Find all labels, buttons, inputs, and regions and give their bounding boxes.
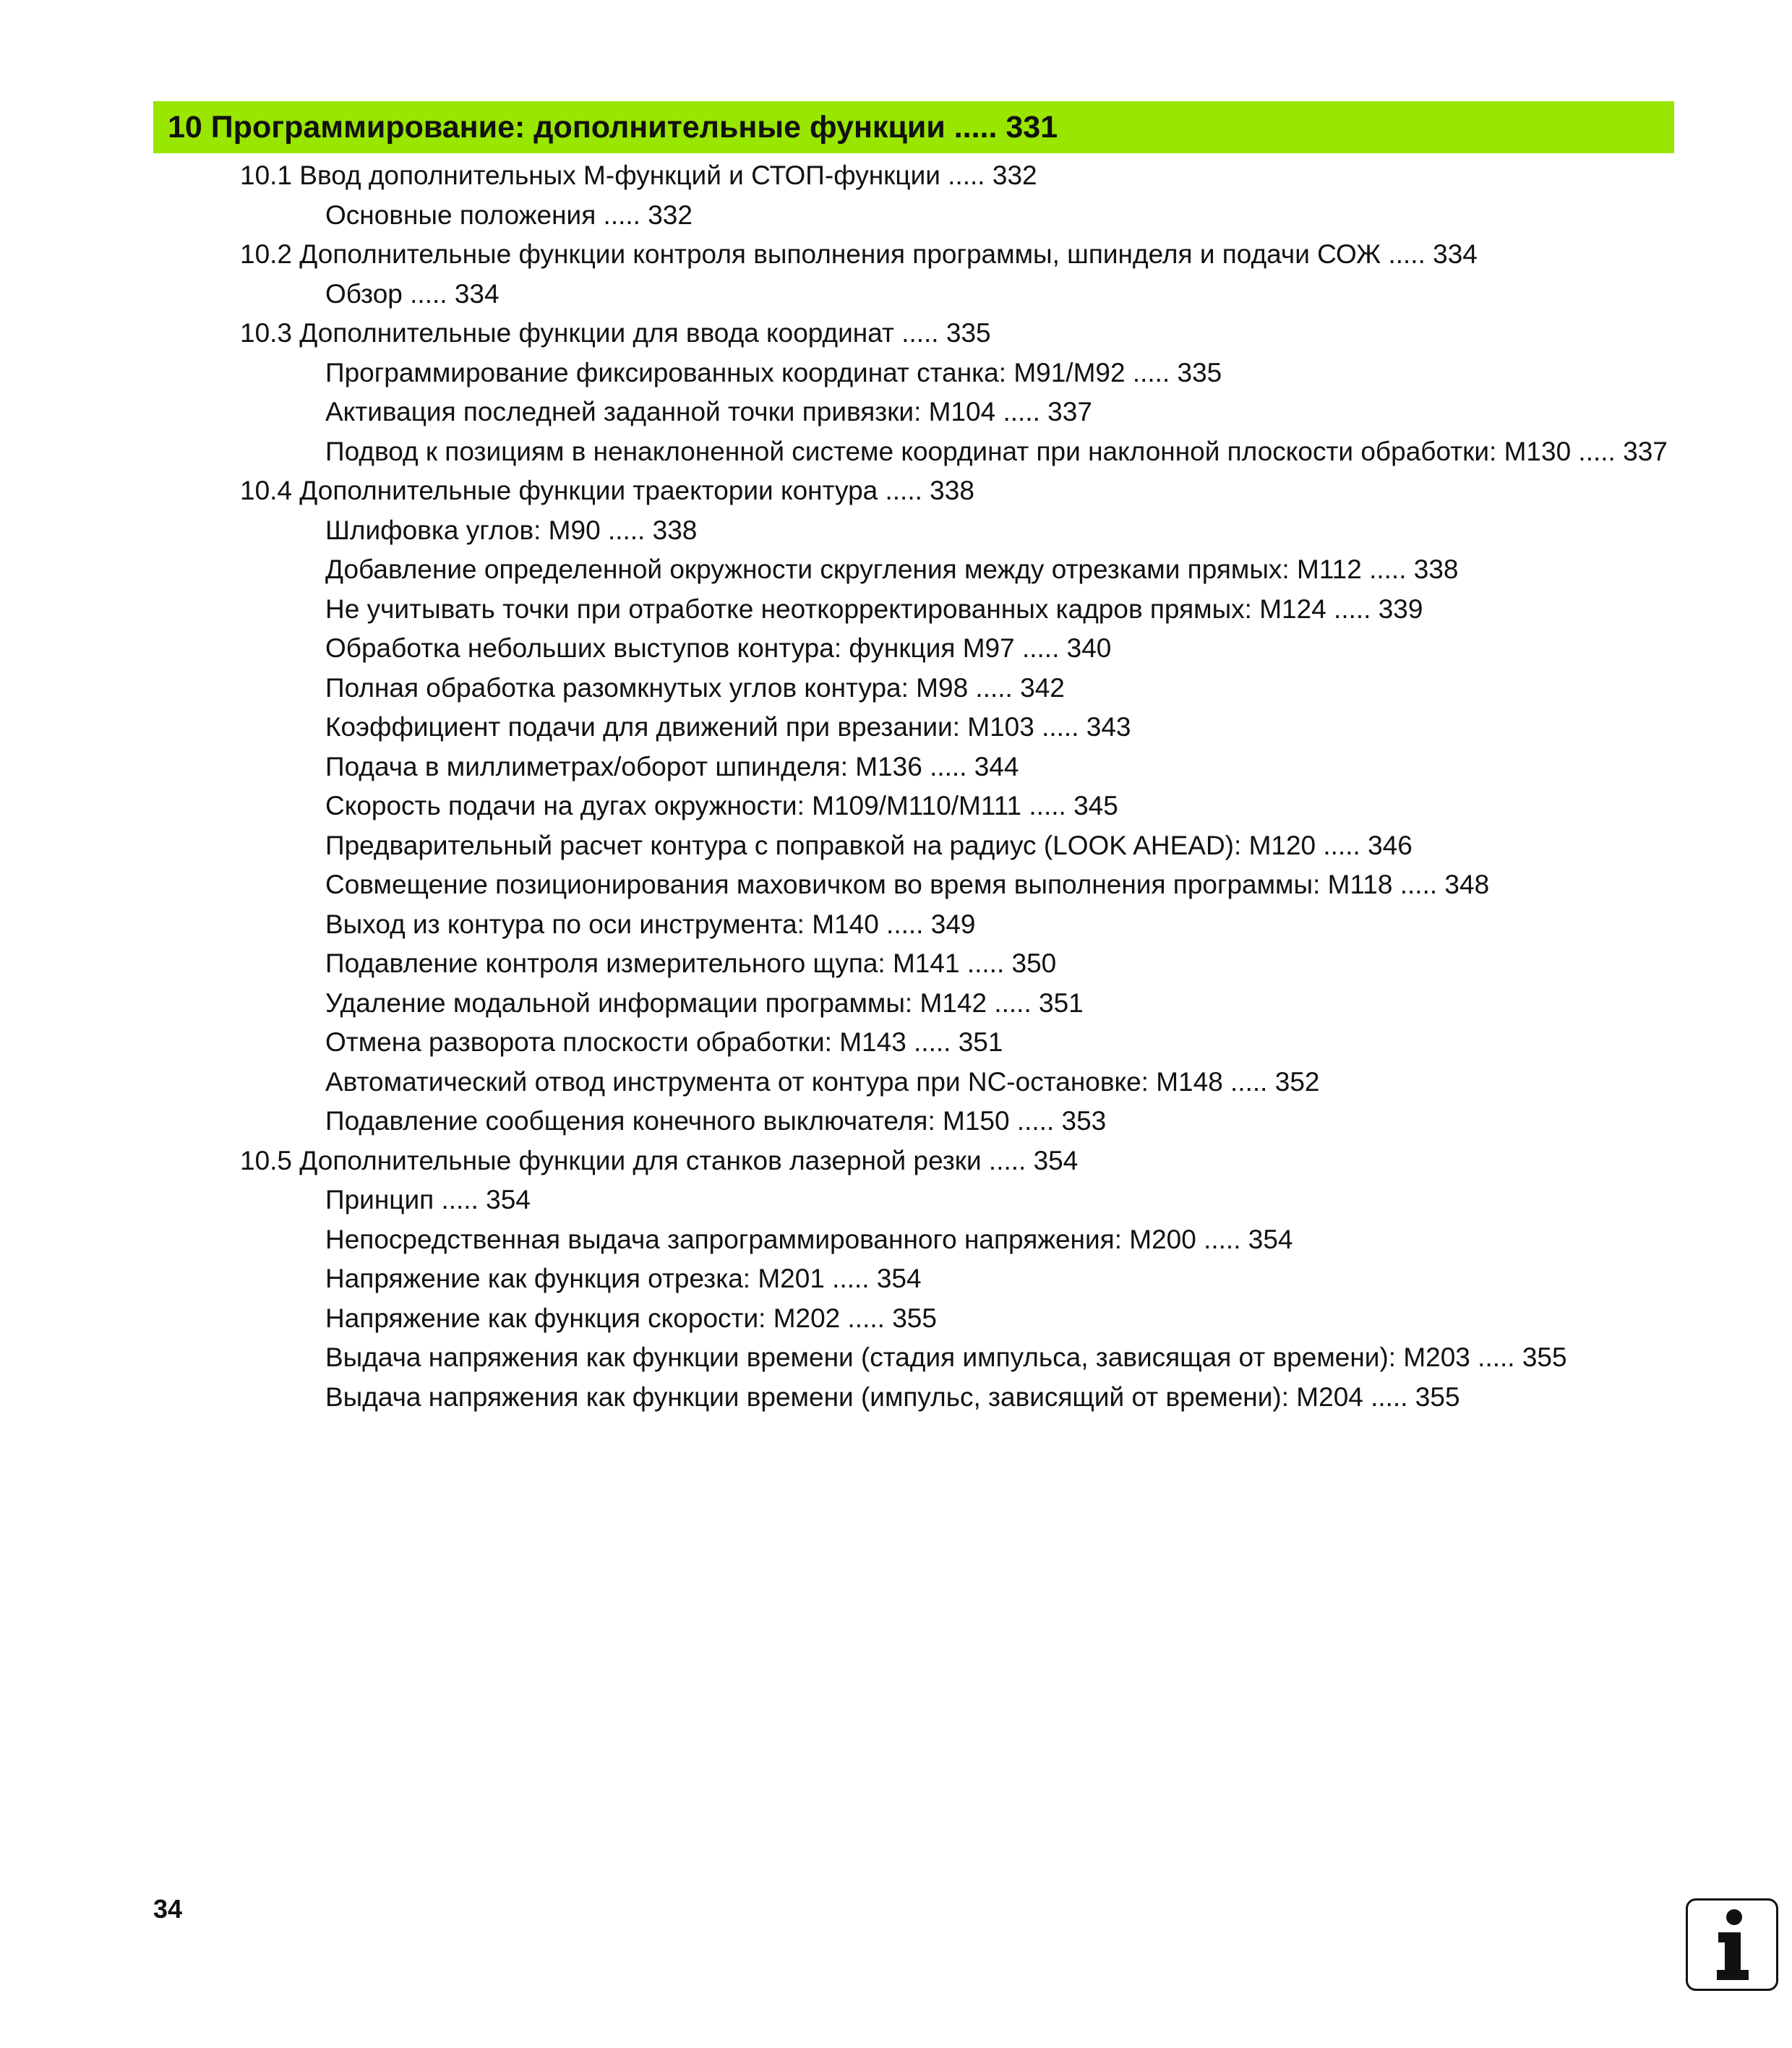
toc-subsection-entry[interactable]: Коэффициент подачи для движений при врезании: M103 ..... 343: [325, 712, 1131, 742]
chapter-header-bar: [153, 101, 1674, 153]
toc-section-entry[interactable]: 10.3 Дополнительные функции для ввода координат ..... 335: [240, 318, 991, 348]
toc-section-entry[interactable]: 10.4 Дополнительные функции траектории контура ..... 338: [240, 476, 974, 505]
toc-subsection-entry[interactable]: Подвод к позициям в ненаклоненной системе координат при наклонной плоскости обработки: M130 ..... 337: [325, 436, 1668, 466]
toc-subsection-entry[interactable]: Программирование фиксированных координат станка: M91/M92 ..... 335: [325, 357, 1222, 387]
toc-subsection-entry[interactable]: Принцип ..... 354: [325, 1185, 531, 1214]
toc-section-entry[interactable]: 10.5 Дополнительные функции для станков лазерной резки ..... 354: [240, 1145, 1079, 1175]
page-number: 34: [153, 1894, 183, 1924]
toc-section-entry[interactable]: 10.2 Дополнительные функции контроля выполнения программы, шпинделя и подачи СОЖ ..... 334: [240, 239, 1478, 269]
toc-subsection-entry[interactable]: Выдача напряжения как функции времени (стадия импульса, зависящая от времени): M203 ..... 355: [325, 1342, 1567, 1372]
toc-subsection-entry[interactable]: Скорость подачи на дугах окружности: M109/M110/M111 ..... 345: [325, 791, 1118, 821]
toc-section-entry[interactable]: 10.1 Ввод дополнительных М-функций и СТОП-функции ..... 332: [240, 160, 1037, 190]
toc-subsection-entry[interactable]: Активация последней заданной точки привязки: M104 ..... 337: [325, 397, 1092, 427]
toc-subsection-entry[interactable]: Отмена разворота плоскости обработки: M143 ..... 351: [325, 1027, 1003, 1057]
toc-subsection-entry[interactable]: Непосредственная выдача запрограммированного напряжения: M200 ..... 354: [325, 1224, 1293, 1254]
toc-subsection-entry[interactable]: Основные положения ..... 332: [325, 200, 693, 230]
chapter-title[interactable]: 10 Программирование: дополнительные функции ..... 331: [168, 109, 1058, 145]
toc-subsection-entry[interactable]: Подавление сообщения конечного выключателя: M150 ..... 353: [325, 1106, 1107, 1136]
toc-subsection-entry[interactable]: Удаление модальной информации программы: M142 ..... 351: [325, 987, 1084, 1018]
toc-subsection-entry[interactable]: Напряжение как функция отрезка: M201 ..... 354: [325, 1264, 922, 1293]
toc-subsection-entry[interactable]: Предварительный расчет контура с поправкой на радиус (LOOK AHEAD): M120 ..... 346: [325, 830, 1412, 860]
toc-subsection-entry[interactable]: Добавление определенной окружности скругления между отрезками прямых: M112 ..... 338: [325, 554, 1459, 584]
toc-subsection-entry[interactable]: Выдача напряжения как функции времени (импульс, зависящий от времени): M204 ..... 355: [325, 1381, 1460, 1412]
toc-subsection-entry[interactable]: Автоматический отвод инструмента от контура при NC-остановке: M148 ..... 352: [325, 1066, 1320, 1097]
toc-subsection-entry[interactable]: Шлифовка углов: M90 ..... 338: [325, 515, 698, 545]
toc-subsection-entry[interactable]: Обзор ..... 334: [325, 278, 500, 309]
toc-subsection-entry[interactable]: Подавление контроля измерительного щупа: M141 ..... 350: [325, 948, 1057, 978]
toc-subsection-entry[interactable]: Подача в миллиметрах/оборот шпинделя: M136 ..... 344: [325, 751, 1019, 781]
toc-subsection-entry[interactable]: Выход из контура по оси инструмента: M140 ..... 349: [325, 909, 976, 939]
toc-subsection-entry[interactable]: Полная обработка разомкнутых углов контура: M98 ..... 342: [325, 672, 1065, 703]
table-of-contents: [0, 156, 1792, 1417]
toc-subsection-entry[interactable]: Обработка небольших выступов контура: функция M97 ..... 340: [325, 633, 1112, 663]
toc-subsection-entry[interactable]: Не учитывать точки при отработке неоткорректированных кадров прямых: M124 ..... 339: [325, 594, 1423, 624]
toc-subsection-entry[interactable]: Совмещение позиционирования маховичком во время выполнения программы: M118 ..... 348: [325, 870, 1490, 899]
info-icon: [1686, 1898, 1778, 1991]
toc-subsection-entry[interactable]: Напряжение как функция скорости: M202 ..... 355: [325, 1303, 937, 1333]
